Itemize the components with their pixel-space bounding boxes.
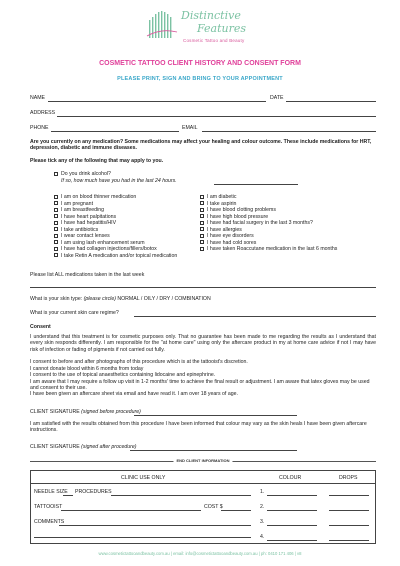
- checkbox-icon[interactable]: [200, 227, 204, 231]
- checkbox-icon[interactable]: [200, 240, 204, 244]
- logo-line2: Features: [197, 22, 247, 35]
- signature-after-field[interactable]: [130, 450, 297, 451]
- checkbox-label: I have high blood pressure: [207, 213, 269, 220]
- needle-label: NEEDLE SIZE: [34, 489, 68, 495]
- checkbox-item[interactable]: [54, 220, 116, 226]
- checkbox-label: I have blood clotting problems: [207, 207, 276, 213]
- signature-before-field[interactable]: [134, 415, 297, 416]
- name-field[interactable]: [48, 101, 266, 102]
- checkbox-icon[interactable]: [54, 214, 58, 218]
- sig-before-label: [30, 409, 141, 415]
- checkbox-item[interactable]: [54, 240, 145, 246]
- skin-type-question: [30, 296, 211, 302]
- clinic-header: CLINIC USE ONLY: [121, 475, 166, 481]
- checkbox-label: I take aspirin: [207, 200, 237, 207]
- form-subtitle: PLEASE PRINT, SIGN AND BRING TO YOUR APPOINTMENT: [117, 76, 283, 82]
- comments-field[interactable]: [59, 525, 251, 526]
- alcohol-sub: If so, how much have you had in the last 24 hours.: [61, 178, 177, 184]
- checkbox-label: I am using lash enhancement serum: [61, 239, 145, 246]
- drops-field[interactable]: [329, 495, 369, 496]
- name-label: NAME: [30, 95, 45, 101]
- consent-statement: I consent to the use of topical anaesthetics containing lidocaine and epinephrine.: [30, 372, 216, 378]
- consent-statement: I have been given an aftercare sheet via email and have read it. I am over 18 years of age.: [30, 391, 238, 397]
- sig-after-label: [30, 444, 137, 450]
- checkbox-icon[interactable]: [200, 234, 204, 238]
- tattooist-label: TATTOOIST: [34, 504, 63, 510]
- brand-logo: [145, 8, 255, 50]
- colour-header: COLOUR: [279, 475, 302, 481]
- footer-contact: www.cosmetictattooandbeauty.com.au | email: info@cosmetictattooandbeauty.com.au | ph: 0410 171 406 | v8: [98, 551, 302, 556]
- sig-after-text: CLIENT SIGNATURE: [30, 444, 80, 450]
- checkbox-item[interactable]: [200, 240, 256, 246]
- comments-field-2[interactable]: [34, 537, 251, 538]
- checkbox-icon[interactable]: [54, 247, 58, 251]
- checkbox-item[interactable]: [54, 253, 177, 259]
- checkbox-icon[interactable]: [200, 247, 204, 251]
- checkbox-label: I have had collagen injections/fillers/botox: [61, 246, 157, 252]
- checkbox-label: I have eye disorders: [207, 233, 254, 239]
- colour-row-number: 1.: [260, 489, 265, 495]
- colour-field[interactable]: [267, 495, 317, 496]
- procedures-field[interactable]: [111, 495, 251, 496]
- checkbox-label: I have allergies: [207, 226, 242, 233]
- checkbox-item[interactable]: [54, 214, 116, 220]
- checkbox-label: I have heart palpitations: [61, 213, 117, 220]
- checkbox-label: I wear contact lenses: [61, 233, 110, 239]
- skin-type-hint: (please circle): [83, 296, 116, 302]
- tick-prompt: Please tick any of the following that may apply to you.: [30, 158, 164, 164]
- checkbox-label: I have had facial surgery in the last 3 months?: [207, 220, 313, 226]
- colour-field[interactable]: [267, 510, 317, 511]
- phone-label: PHONE: [30, 125, 49, 131]
- checkbox-item[interactable]: [54, 227, 98, 233]
- address-field[interactable]: [57, 116, 376, 117]
- checkbox-item[interactable]: [54, 246, 157, 252]
- skin-type-prefix: What is your skin type:: [30, 296, 83, 302]
- colour-row-number: 4.: [260, 534, 265, 540]
- clinic-use-table: [30, 470, 376, 544]
- skin-regime-field[interactable]: [134, 316, 376, 317]
- email-field[interactable]: [202, 131, 376, 132]
- checkbox-label: I have had cold sores: [207, 239, 257, 246]
- alcohol-amount-field[interactable]: [214, 184, 298, 185]
- date-field[interactable]: [286, 101, 376, 102]
- checkbox-icon[interactable]: [54, 221, 58, 225]
- cost-label: COST $: [204, 504, 223, 510]
- checkbox-item[interactable]: [200, 246, 337, 252]
- checkbox-icon[interactable]: [54, 172, 58, 176]
- date-label: DATE: [270, 95, 284, 101]
- checkbox-label: I take antibiotics: [61, 226, 99, 233]
- checkbox-label: I am diabetic: [207, 194, 237, 200]
- checkbox-label: I take Retin A medication and/or topical medication: [61, 252, 178, 259]
- checkbox-item[interactable]: [200, 233, 254, 239]
- medication-question: Are you currently on any medication? Some medications may affect your healing and colour outcome. These include medications for HRT, depression, diabetic and immune diseases.: [30, 139, 372, 152]
- checkbox-icon[interactable]: [54, 234, 58, 238]
- colour-field[interactable]: [267, 540, 317, 541]
- sig-after-note: (signed after procedure): [81, 444, 137, 450]
- checkbox-icon[interactable]: [200, 201, 204, 205]
- checkbox-icon[interactable]: [200, 221, 204, 225]
- skin-type-options[interactable]: NORMAL / OILY / DRY / COMBINATION: [117, 296, 211, 302]
- consent-heading: Consent: [30, 324, 51, 330]
- logo-tagline: Cosmetic Tattoo and Beauty: [183, 38, 245, 43]
- checkbox-item[interactable]: [200, 194, 236, 200]
- header-divider: [31, 483, 376, 484]
- alcohol-label: Do you drink alcohol?: [61, 171, 111, 177]
- end-client-info-divider: [30, 458, 376, 464]
- logo-emblem-icon: [145, 8, 179, 42]
- drops-field[interactable]: [329, 510, 369, 511]
- colour-row-number: 2.: [260, 504, 265, 510]
- checkbox-item[interactable]: [54, 233, 110, 239]
- email-label: EMAIL: [182, 125, 198, 131]
- logo-line1: Distinctive: [181, 9, 241, 22]
- end-client-info-label: END CLIENT INFORMATION: [173, 458, 232, 463]
- sig-before-note: (signed before procedure): [81, 409, 141, 415]
- checkbox-item[interactable]: [200, 220, 313, 226]
- checkbox-alcohol[interactable]: [54, 171, 111, 177]
- drops-field[interactable]: [329, 525, 369, 526]
- list-meds-field[interactable]: [30, 287, 376, 288]
- form-title: COSMETIC TATTOO CLIENT HISTORY AND CONSENT FORM: [99, 60, 301, 67]
- needle-field[interactable]: [63, 495, 73, 496]
- skin-regime-label: What is your current skin care regime?: [30, 310, 119, 316]
- phone-field[interactable]: [51, 131, 179, 132]
- checkbox-icon[interactable]: [54, 253, 58, 257]
- cost-field[interactable]: [221, 510, 251, 511]
- checkbox-icon[interactable]: [54, 208, 58, 212]
- comments-label: COMMENTS: [34, 519, 65, 525]
- satisfaction-statement: I am satisfied with the results obtained from this procedure I have been informed that colour may vary as the skin heals I have been given aftercare instructions.: [30, 421, 367, 434]
- colour-row-number: 3.: [260, 519, 265, 525]
- checkbox-item[interactable]: [54, 201, 93, 207]
- consent-statement: I cannot donate blood within 6 months from today: [30, 365, 144, 372]
- drops-field[interactable]: [329, 540, 369, 541]
- checkbox-label: I am pregnant: [61, 200, 94, 207]
- checkbox-item[interactable]: [200, 227, 242, 233]
- checkbox-label: I have taken Roaccutane medication in the last 6 months: [207, 246, 338, 252]
- checkbox-label: I am on blood thinner medication: [61, 194, 137, 200]
- checkbox-item[interactable]: [54, 207, 104, 213]
- consent-statement: I consent to before and after photographs of this procedure which is at the tattooist's discretion.: [30, 359, 248, 365]
- sig-before-text: CLIENT SIGNATURE: [30, 409, 80, 415]
- checkbox-icon[interactable]: [54, 227, 58, 231]
- checkbox-icon[interactable]: [200, 195, 204, 199]
- checkbox-item[interactable]: [200, 207, 276, 213]
- drops-header: DROPS: [339, 475, 358, 481]
- consent-para: I understand that this treatment is for cosmetic purposes only. That no guarantee has been made to me regarding the results as I understand that every skin responds differently. I am responsible for the "at home care" using only the aftercare product in my at home care advice if not I may have risk of infection or fading of pigments if not carried out fully.: [30, 334, 376, 353]
- checkbox-icon[interactable]: [54, 201, 58, 205]
- checkbox-label: I have had hepatitis/HIV: [61, 220, 117, 226]
- checkbox-icon[interactable]: [200, 208, 204, 212]
- colour-field[interactable]: [267, 525, 317, 526]
- checkbox-item[interactable]: [54, 194, 136, 200]
- address-label: ADDRESS: [30, 110, 56, 116]
- checkbox-label: I am breastfeeding: [61, 207, 104, 213]
- consent-statement: I am aware that I may require a follow up visit in 1-2 months' time to achieve the final result or adjustment. I am aware that latex gloves may be used and consent to their use.: [30, 378, 370, 391]
- checkbox-item[interactable]: [200, 201, 236, 207]
- checkbox-icon[interactable]: [54, 240, 58, 244]
- checkbox-icon[interactable]: [200, 214, 204, 218]
- list-meds-label: Please list ALL medications taken in the last week: [30, 272, 145, 278]
- checkbox-icon[interactable]: [54, 195, 58, 199]
- procedures-label: PROCEDURES: [75, 489, 112, 495]
- checkbox-item[interactable]: [200, 214, 268, 220]
- tattooist-field[interactable]: [61, 510, 201, 511]
